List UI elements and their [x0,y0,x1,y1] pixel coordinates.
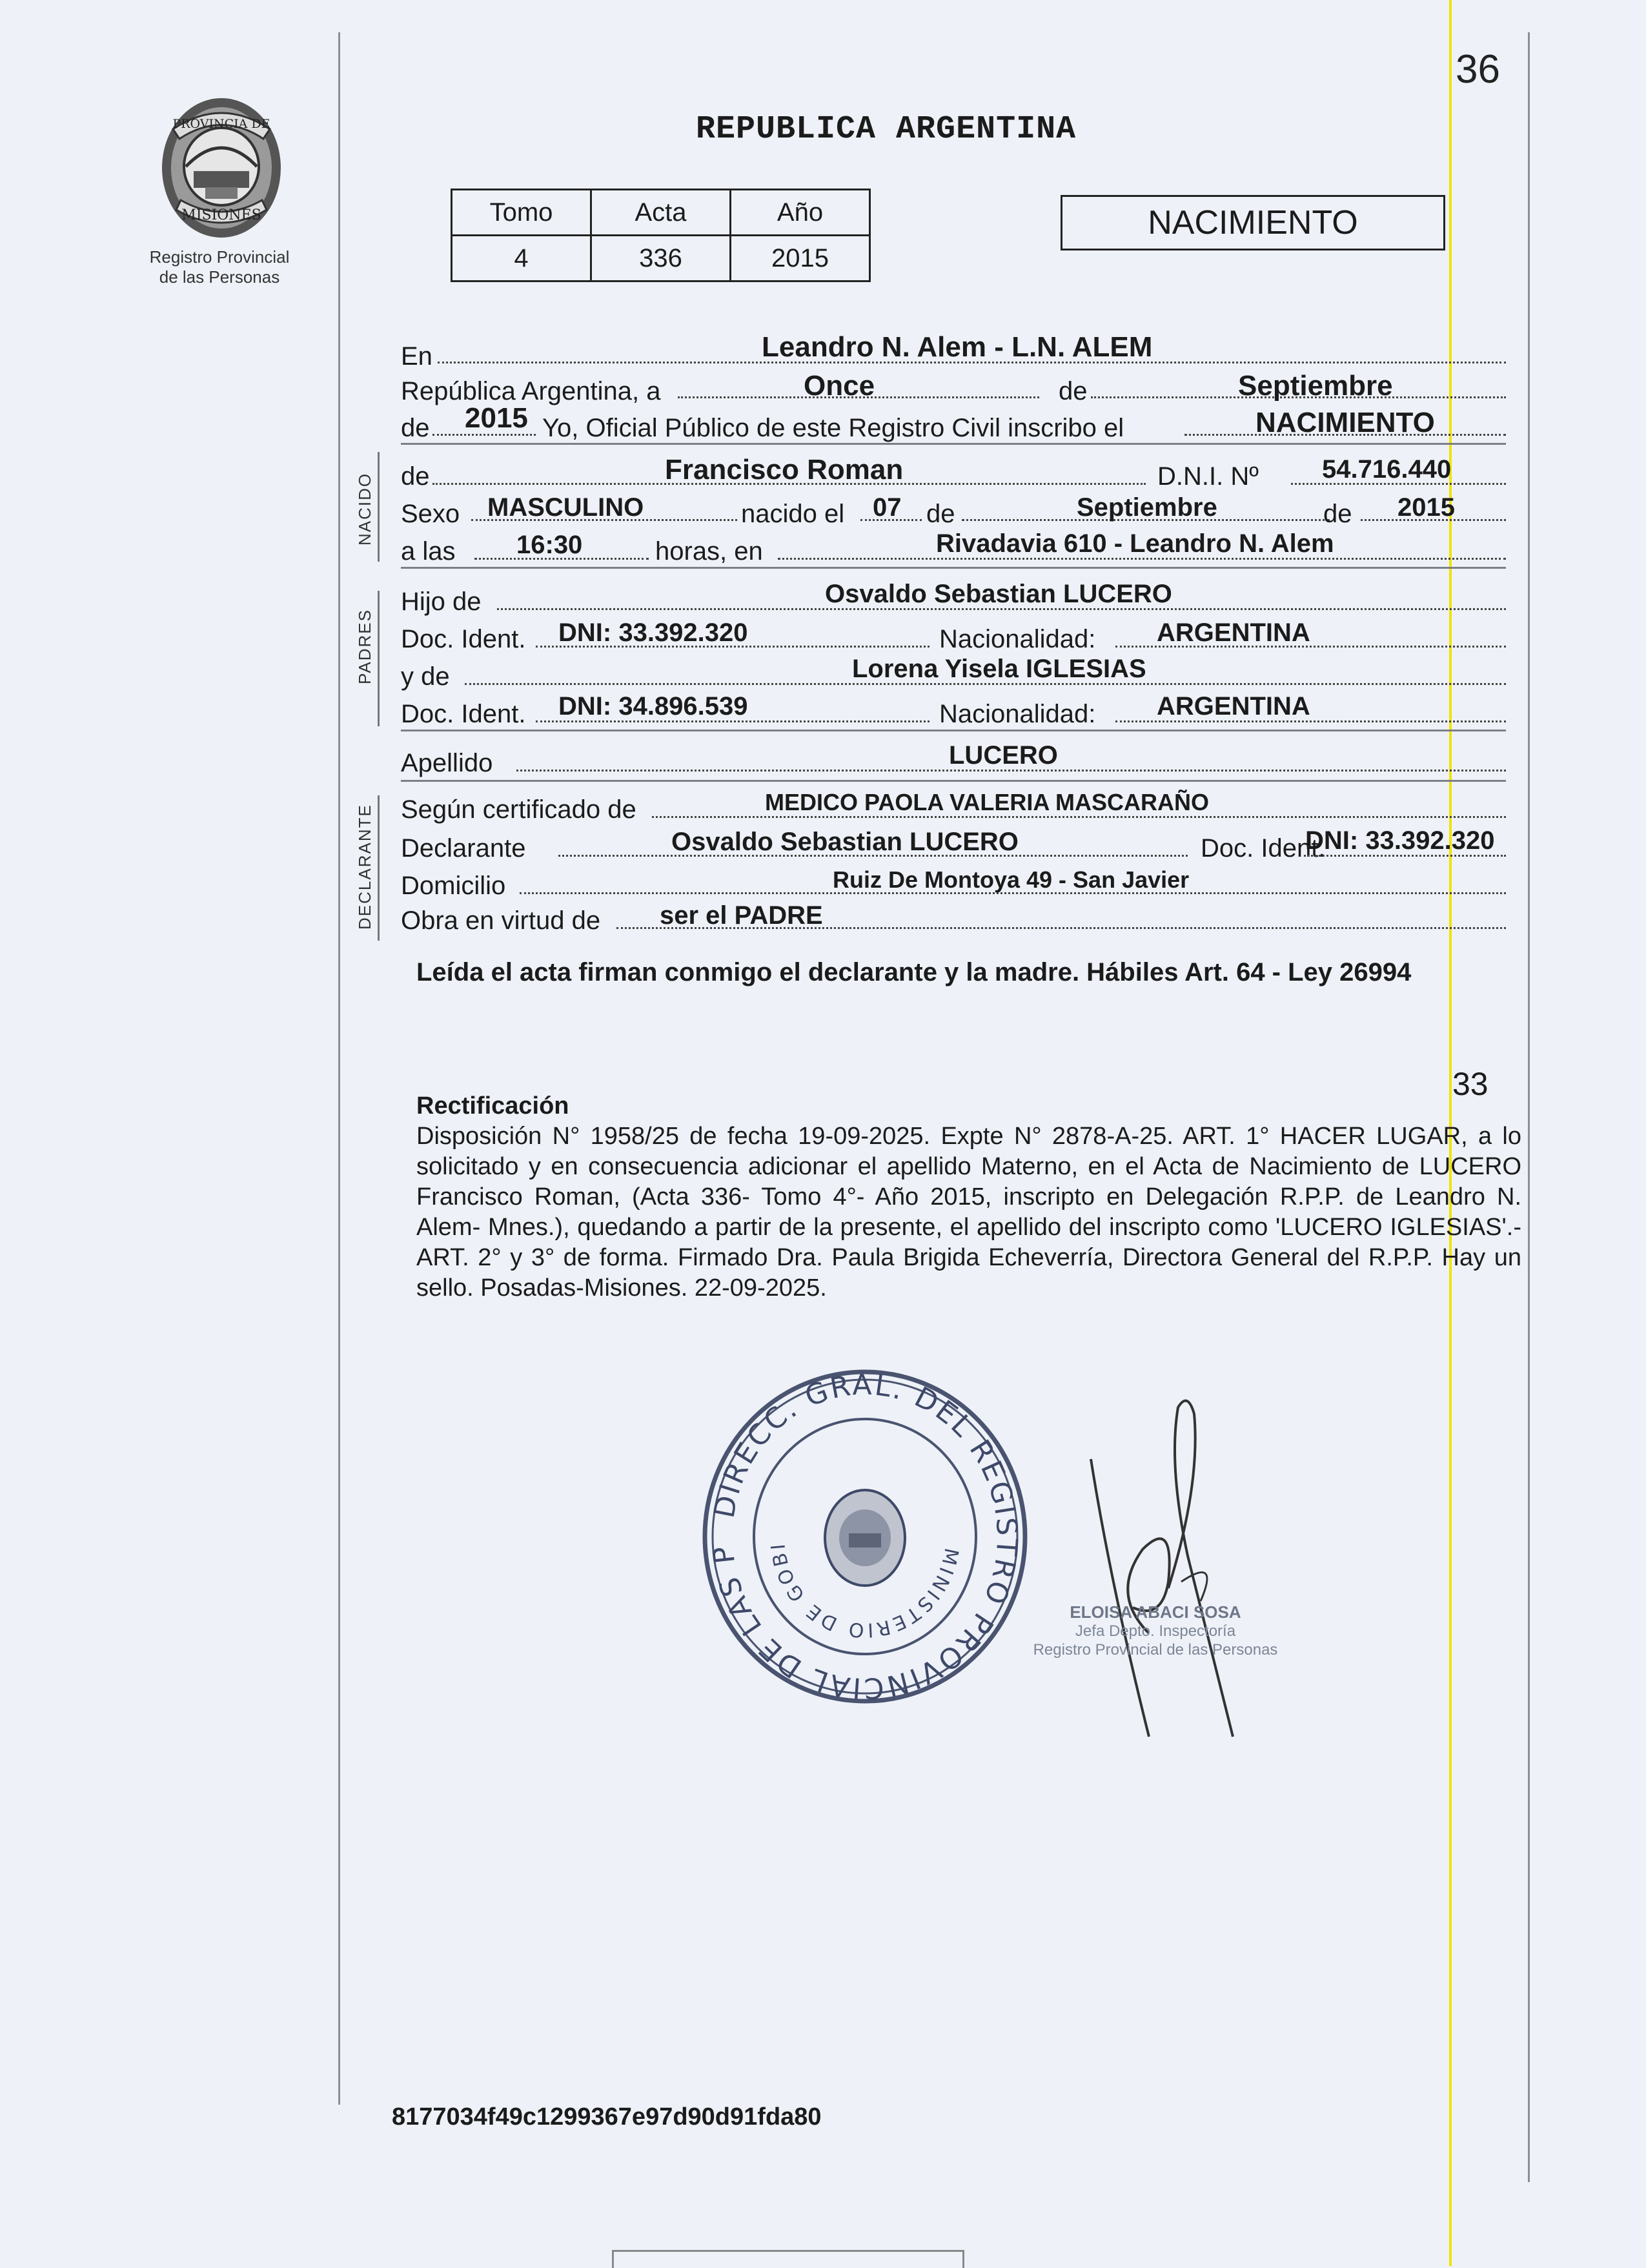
de-label: de [1059,377,1088,405]
month-value: Septiembre [1238,370,1393,402]
declarante-label: Declarante [401,834,526,863]
nacido-el-label: nacido el [741,500,845,528]
acta-header: Acta [591,190,731,236]
declarant-doc-value: DNI: 33.392.320 [1305,826,1495,855]
nacido-section-label: NACIDO [355,472,374,546]
nacionalidad-label: Nacionalidad: [939,700,1096,728]
doc-label: Doc. Ident. [401,700,526,728]
divider [401,730,1506,731]
certificate-value: MEDICO PAOLA VALERIA MASCARAÑO [765,789,1209,815]
nacionalidad-label: Nacionalidad: [939,625,1096,653]
doc-label: Doc. Ident. [1201,834,1326,863]
certificado-label: Según certificado de [401,795,636,824]
declarante-bar [378,795,380,941]
father-nationality-value: ARGENTINA [1157,618,1310,647]
de-label: de [926,500,955,528]
registry-caption-line1: Registro Provincial [149,247,290,267]
tomo-value: 4 [452,236,591,281]
de-label: de [1323,500,1352,528]
child-dni-value: 54.716.440 [1322,455,1452,484]
padres-section-label: PADRES [355,609,374,684]
mother-name-value: Lorena Yisela IGLESIAS [852,655,1146,683]
de2-label: de [401,414,430,442]
act-type-box: NACIMIENTO [1061,195,1445,250]
document-title: REPUBLICA ARGENTINA [696,111,1077,148]
left-margin-line [338,32,340,2105]
day-value: Once [804,370,875,402]
de-label: de [401,462,430,491]
apellido-value: LUCERO [949,741,1058,770]
time-value: 16:30 [516,531,583,559]
closing-note: Leída el acta firman conmigo el declarante y la madre. Hábiles Art. 64 - Ley 26994 [416,958,1412,986]
rectification-title: Rectificación [416,1092,569,1119]
right-margin-line [1528,32,1530,2182]
sexo-label: Sexo [401,500,460,528]
domicilio-label: Domicilio [401,872,506,900]
signer-office: Registro Provincial de las Personas [1033,1641,1278,1659]
signer-name: ELOISA ABACI SOSA [1070,1602,1241,1622]
document-hash: 8177034f49c1299367e97d90d91fda80 [392,2103,822,2130]
capacity-value: ser el PADRE [660,901,823,930]
address-value: Ruiz De Montoya 49 - San Javier [833,866,1190,893]
stamp-inner-text: MINISTERIO DE GOBI [767,1540,963,1642]
acta-value: 336 [591,236,731,281]
doc-label: Doc. Ident. [401,625,526,653]
rectification-text: Disposición N° 1958/25 de fecha 19-09-2025. Expte N° 2878-A-25. ART. 1° HACER LUGAR, a lo solicitado y en consecuencia adicionar el apellido Materno, en el Acta de Nacimiento de LUCERO Francisco Roman, (Acta 336- Tomo 4°- Año 2015, inscripto en Delegación R.P.P. de Leandro N. Alem- Mnes.), quedando a partir de la presente, el apellido del inscripto como 'LUCERO IGLESIAS'.- ART. 2° y 3° de forma. Firmado Dra. Paula Brigida Echeverría, Directora General del R.P.P. Hay un sello. Posadas-Misiones. 22-09-2025. [416,1123,1521,1302]
year-value: 2015 [465,402,528,434]
declarant-name-value: Osvaldo Sebastian LUCERO [671,828,1019,856]
republic-label: República Argentina, a [401,377,661,405]
birth-day-value: 07 [873,493,902,522]
apellido-label: Apellido [401,749,493,777]
sexo-value: MASCULINO [487,493,644,522]
y-de-label: y de [401,662,450,691]
divider [401,567,1506,569]
handwritten-signature [1072,1388,1285,1753]
nacido-bar [378,452,380,562]
dni-label: D.N.I. Nº [1157,462,1259,491]
act-word-value: NACIMIENTO [1255,407,1435,438]
registry-logo [154,90,289,249]
horas-label: horas, en [655,537,763,566]
page-number: 36 [1456,47,1500,92]
official-stamp [697,1369,1033,1708]
a-las-label: a las [401,537,456,566]
signature-block [994,1603,1317,1659]
mother-nationality-value: ARGENTINA [1157,692,1310,720]
statement-text: Yo, Oficial Público de este Registro Civil inscribo el [542,414,1124,442]
signer-role: Jefa Depto. Inspectoría [1075,1622,1236,1640]
place-value: Leandro N. Alem - L.N. ALEM [762,331,1153,363]
stamp-ring-text: DIRECC. GRAL. DEL REGISTRO PROVINCIAL DE LAS P [707,1369,1024,1704]
seal-text-bottom: MISIONES [181,207,261,223]
obra-label: Obra en virtud de [401,906,601,935]
rectification-number: 33 [1452,1066,1489,1102]
seal-text-top: PROVINCIA DE [172,117,270,131]
bottom-tab [612,2250,964,2268]
registry-caption-line2: de las Personas [159,267,280,287]
child-name-value: Francisco Roman [665,454,904,485]
divider [401,443,1506,445]
padres-bar [378,591,380,726]
anio-value: 2015 [731,236,870,281]
en-label: En [401,342,432,371]
birth-year-value: 2015 [1397,493,1455,522]
birth-month-value: Septiembre [1077,493,1217,522]
mother-doc-value: DNI: 34.896.539 [558,692,748,720]
registry-table [451,189,871,282]
declarante-section-label: DECLARANTE [355,804,374,930]
divider [401,780,1506,782]
tomo-header: Tomo [452,190,591,236]
birth-place-value: Rivadavia 610 - Leandro N. Alem [936,529,1334,558]
father-doc-value: DNI: 33.392.320 [558,618,748,647]
father-name-value: Osvaldo Sebastian LUCERO [825,580,1172,608]
hijo-de-label: Hijo de [401,587,482,616]
registry-caption [129,247,310,287]
anio-header: Año [731,190,870,236]
